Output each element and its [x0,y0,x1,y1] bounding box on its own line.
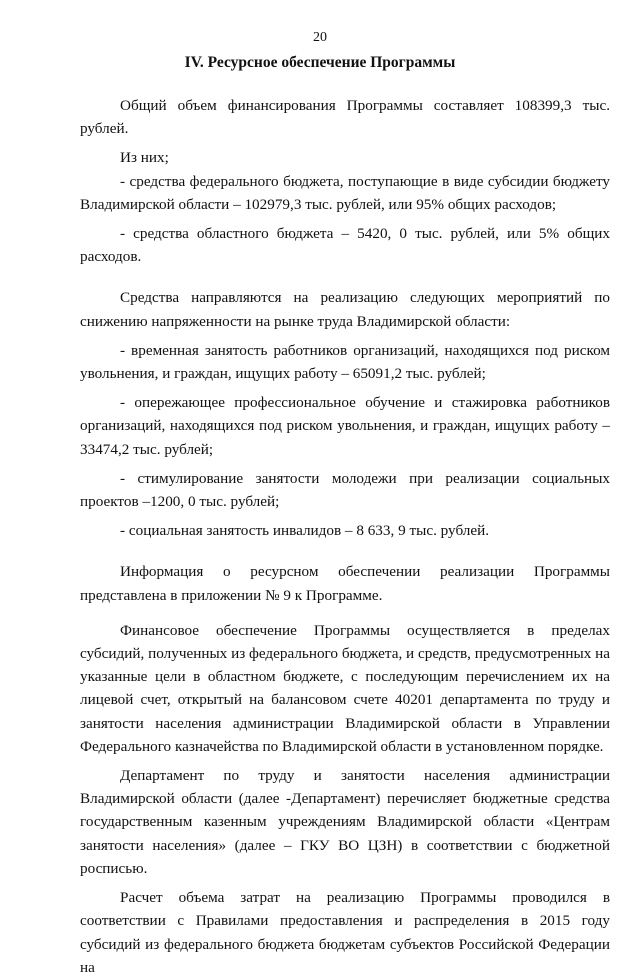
paragraph-regional-budget: - средства областного бюджета – 5420, 0 тыс. рублей, или 5% общих расходов. [80,225,610,266]
body-text [80,94,610,979]
paragraph-disabled-employment: - социальная занятость инвалидов – 8 633, 9 тыс. рублей. [120,522,490,540]
paragraph-department: Департамент по труду и занятости населения администрации Владимирской области (далее -Департамент) перечисляет бюджетные средства государственным казенным учреждениям Владимирской области «Центрам занятости населения» (далее – ГКУ ВО ЦЗН) в соответствии с бюджетной росписью. [80,767,610,877]
page-number: 20 [313,30,327,45]
paragraph-cost-calculation: Расчет объема затрат на реализацию Программы проводился в соответствии с Правилами предоставления и распределения в 2015 году субсидий из федерального бюджета бюджетам субъектов Российской Федерации на [80,889,610,976]
paragraph-funds-directed: Средства направляются на реализацию следующих мероприятий по снижению напряженности на рынке труда Владимирской области: [80,289,610,330]
paragraph-total-funding: Общий объем финансирования Программы составляет 108399,3 тыс. рублей. [80,97,610,138]
paragraph-temporary-employment: - временная занятость работников организаций, находящихся под риском увольнения, и граждан, ищущих работу – 65091,2 тыс. рублей; [80,341,610,383]
paragraph-federal-budget: - средства федерального бюджета, поступающие в виде субсидии бюджету Владимирской области – 102979,3 тыс. рублей, или 95% общих расходов; [80,172,610,213]
paragraph-youth-employment: - стимулирование занятости молодежи при реализации социальных проектов –1200, 0 тыс. рублей; [80,469,610,511]
paragraph-of-which: Из них; [120,149,169,167]
paragraph-financial-provision: Финансовое обеспечение Программы осуществляется в пределах субсидий, полученных из федерального бюджета, и средств, предусмотренных на указанные цели в областном бюджете, с последующим перечислением их на лицевой счет, открытый на балансовом счете 40201 департамента по труду и занятости населения администрации Владимирской области в Управлении Федерального казначейства по Владимирской области в установленном порядке. [80,621,610,755]
paragraph-advanced-training: - опережающее профессиональное обучение и стажировка работников организаций, находящихся под риском увольнения, и граждан, ищущих работу – 33474,2 тыс. рублей; [80,394,610,458]
section-heading: IV. Ресурсное обеспечение Программы [184,54,456,71]
paragraph-resource-info: Информация о ресурсном обеспечении реализации Программы представлена в приложении № 9 к Программе. [80,563,610,604]
